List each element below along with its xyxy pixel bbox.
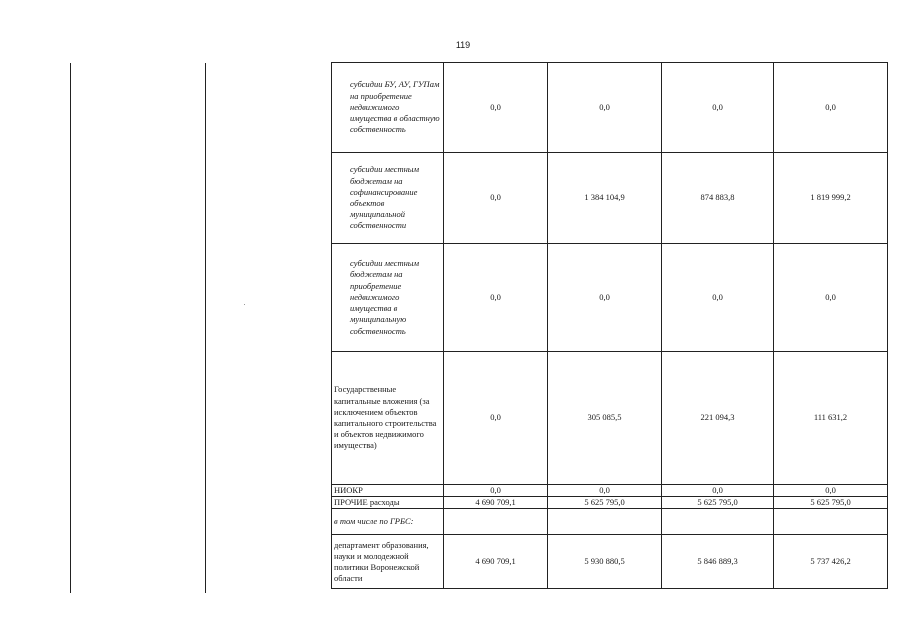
- table-cell: 5 625 795,0: [548, 497, 662, 509]
- table-cell: 1 384 104,9: [548, 153, 662, 244]
- table-cell: 4 690 709,1: [444, 497, 548, 509]
- table-cell: 5 737 426,2: [774, 535, 888, 589]
- row-label: субсидии БУ, АУ, ГУПам на приобретение недвижимого имущества в областную собственность: [332, 63, 444, 153]
- table-cell: 0,0: [774, 63, 888, 153]
- table-cell: 5 625 795,0: [774, 497, 888, 509]
- table-cell: 5 846 889,3: [662, 535, 774, 589]
- scan-speck: [244, 304, 245, 305]
- row-label: ПРОЧИЕ расходы: [332, 497, 444, 509]
- table-row: [332, 63, 888, 153]
- table-row: [332, 509, 888, 535]
- table-cell: 4 690 709,1: [444, 535, 548, 589]
- table-cell: 0,0: [548, 485, 662, 497]
- left-column-border-1: [70, 63, 71, 593]
- table-row: [332, 352, 888, 485]
- row-label: в том числе по ГРБС:: [332, 509, 444, 535]
- row-label: департамент образования, науки и молодежной политики Воронежской области: [332, 535, 444, 589]
- row-label: субсидии местным бюджетам на приобретение недвижимого имущества в муниципальную собственность: [332, 244, 444, 352]
- table-cell: 0,0: [444, 485, 548, 497]
- row-label: субсидии местным бюджетам на софинансирование объектов муниципальной собственности: [332, 153, 444, 244]
- table-row: [332, 485, 888, 497]
- row-label: НИОКР: [332, 485, 444, 497]
- table-cell: 0,0: [774, 485, 888, 497]
- table-row: [332, 153, 888, 244]
- table-cell: 0,0: [662, 63, 774, 153]
- table-cell: 221 094,3: [662, 352, 774, 485]
- table-row: [332, 497, 888, 509]
- table-cell: 0,0: [662, 244, 774, 352]
- table-cell: 0,0: [548, 244, 662, 352]
- table-cell: 0,0: [444, 352, 548, 485]
- table-cell: 0,0: [444, 63, 548, 153]
- table-cell: [548, 509, 662, 535]
- table-row: [332, 244, 888, 352]
- table-cell: 0,0: [662, 485, 774, 497]
- left-column-border-2: [205, 63, 206, 593]
- table-cell: 1 819 999,2: [774, 153, 888, 244]
- table-cell: 874 883,8: [662, 153, 774, 244]
- table-cell: 305 085,5: [548, 352, 662, 485]
- page-number: 119: [455, 40, 471, 50]
- budget-table: [331, 62, 888, 589]
- table-cell: 0,0: [444, 153, 548, 244]
- table-cell: [444, 509, 548, 535]
- table-cell: 0,0: [548, 63, 662, 153]
- table-cell: [774, 509, 888, 535]
- table-cell: 0,0: [774, 244, 888, 352]
- table-row: [332, 535, 888, 589]
- table-cell: 0,0: [444, 244, 548, 352]
- table-cell: 5 930 880,5: [548, 535, 662, 589]
- table-cell: [662, 509, 774, 535]
- table-cell: 5 625 795,0: [662, 497, 774, 509]
- row-label: Государственные капитальные вложения (за исключением объектов капитального строительства и объектов недвижимого имущества): [332, 352, 444, 485]
- table-cell: 111 631,2: [774, 352, 888, 485]
